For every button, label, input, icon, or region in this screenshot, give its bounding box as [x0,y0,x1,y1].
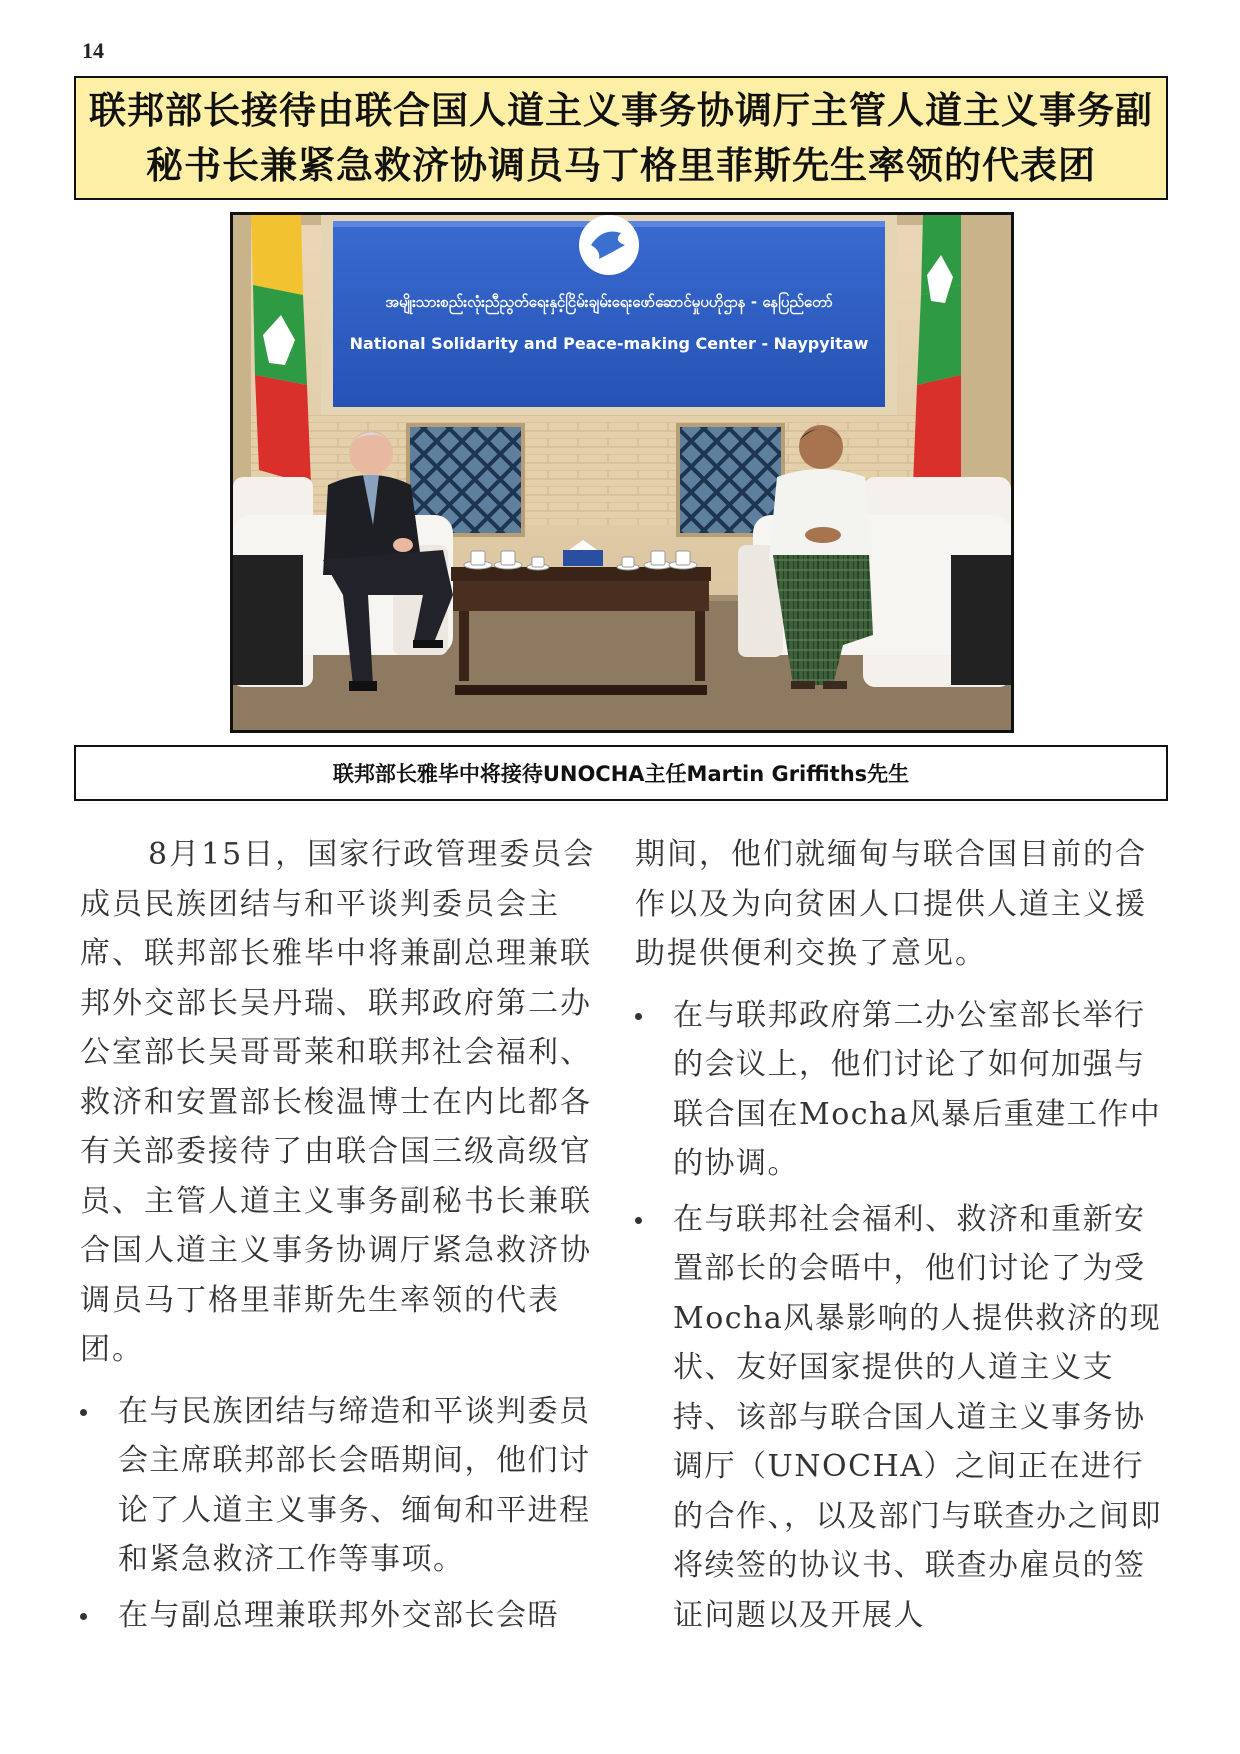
intro-paragraph: 8月15日，国家行政管理委员会成员民族团结与和平谈判委员会主席、联邦部长雅毕中将兼副总理兼联邦外交部长吴丹瑞、联邦政府第二办公室部长吴哥哥莱和联邦社会福利、救济和安置部长梭温博士在内比都各有关部委接待了由联合国三级高级官员、主管人道主义事务副秘书长兼联合国人道主义事务协调厅紧急救济协调员马丁格里菲斯先生率领的代表团。 [80,837,596,1367]
article-title-box [74,76,1168,200]
right-column [635,830,1171,1646]
dove-emblem [579,215,639,275]
article-title-line-2: 秘书长兼紧急救济协调员马丁格里菲斯先生率领的代表团 [146,144,1096,187]
flag-left [233,215,311,515]
continued-paragraph: 期间，他们就缅甸与联合国目前的合作以及为向贫困人口提供人道主义援助提供便利交换了意见。 [635,837,1147,971]
bullet-item: 在与联邦政府第二办公室部长举行的会议上，他们讨论了如何加强与联合国在Mocha风暴后重建工作中的协调。 [635,991,1171,1189]
article-title-line-1: 联邦部长接待由联合国人道主义事务协调厅主管人道主义事务副 [89,89,1153,132]
bullet-item: 在与民族团结与缔造和平谈判委员会主席联邦部长会晤期间，他们讨论了人道主义事务、缅甸和平进程和紧急救济工作等事项。 [80,1387,602,1585]
photo-caption: 联邦部长雅毕中将接待UNOCHA主任Martin Griffiths先生 [74,745,1168,801]
bullet-item: 在与副总理兼联邦外交部长会晤 [80,1591,602,1641]
left-bullet-list [80,1387,602,1641]
banner-burmese-text: အမျိုးသားစည်းလုံးညီညွတ်ရေးနှင့်ငြိမ်းချမ်းရေးဖော်ဆောင်မှုပဟိုဌာန - နေပြည်တော် [385,293,833,311]
bullet-item: 在与联邦社会福利、救济和重新安置部长的会晤中，他们讨论了为受Mocha风暴影响的人提供救济的现状、友好国家提供的人道主义支持、该部与联合国人道主义事务协调厅（UNOCHA）之间正在进行的合作、，以及部门与联查办之间即将续签的协议书、联查办雇员的签证问题以及开展人 [635,1195,1171,1641]
flag-right [913,215,1011,515]
banner-english-text: National Solidarity and Peace-making Center - Naypyitaw [349,334,869,353]
page-number: 14 [82,38,104,63]
meeting-photo [230,212,1014,733]
right-bullet-list [635,991,1171,1641]
left-column [80,830,602,1646]
